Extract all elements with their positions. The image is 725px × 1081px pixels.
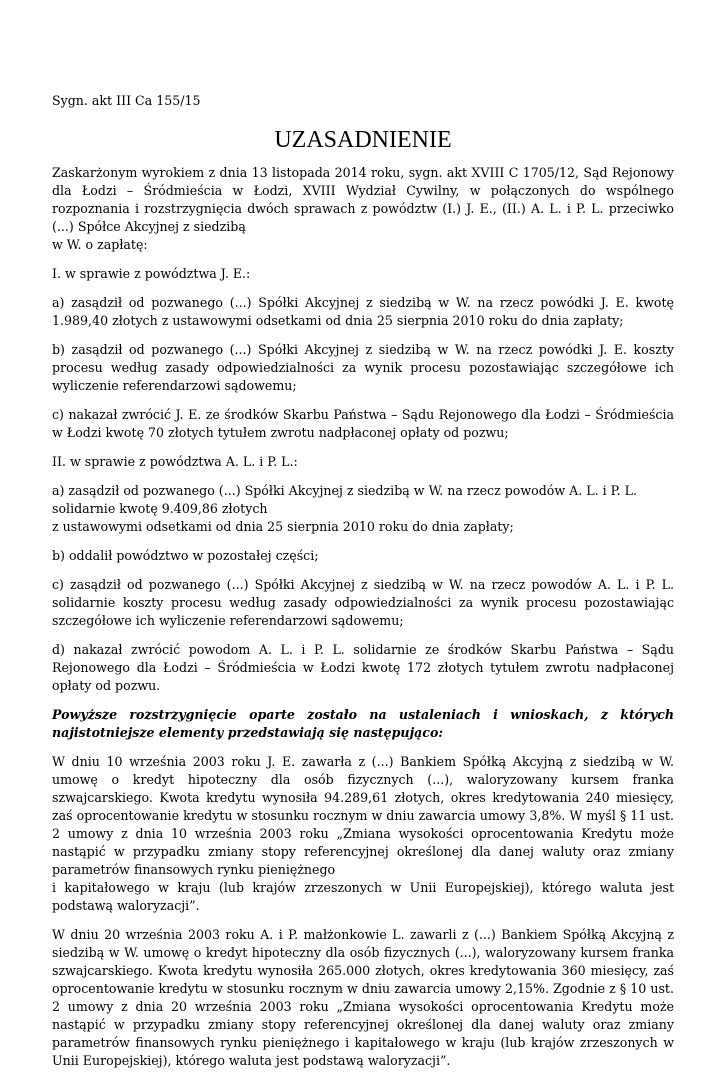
fact-1-text-continuation: i kapitałowego w kraju (lub krajów zrzeszonych w Unii Europejskiej), którego waluta jest podstawą waloryzacji”. [52, 880, 674, 913]
section-2-item-b: b) oddalił powództwo w pozostałej części; [52, 548, 319, 563]
section-1-heading: I. w sprawie z powództwa J. E.: [52, 266, 251, 281]
fact-1-text: W dniu 10 września 2003 roku J. E. zawarła z (...) Bankiem Spółką Akcyjną z siedzibą w W. umowę o kredyt hipoteczny dla osób fizycznych (...), waloryzowany kursem franka szwajcarskiego. Kwota kredytu wynosiła 94.289,61 złotych, okres kredytowania 240 miesięcy, zaś oprocentowanie kredytu w stosunku rocznym w dniu zawarcia umowy 3,8%. W myśl § 11 ust. 2 umowy z dnia 10 września 2003 roku „Zmiana wysokości oprocentowania Kredytu może nastąpić w przypadku zmiany stopy referencyjnej określonej dla danej waluty oraz zmiany parametrów finansowych rynku pieniężnego [52, 754, 674, 877]
section-2-item-a-line1: a) zasądził od pozwanego (...) Spółki Akcyjnej z siedzibą w W. na rzecz powodów A. L. i P. L. solidarnie kwotę 9.409,86 złotych [52, 483, 637, 516]
section-2-item-c: c) zasądził od pozwanego (...) Spółki Akcyjnej z siedzibą w W. na rzecz powodów A. L. i P. L. solidarnie koszty procesu według zasady odpowiedzialności za wynik procesu pozostawiając szczegółowe ich wyliczenie referendarzowi sądowemu; [52, 577, 674, 628]
intro-paragraph [52, 164, 674, 254]
section-1-item-c: c) nakazał zwrócić J. E. ze środków Skarbu Państwa – Sądu Rejonowego dla Łodzi – Śródmieścia w Łodzi kwotę 70 złotych tytułem zwrotu nadpłaconej opłaty od pozwu; [52, 407, 674, 440]
fact-paragraph-1 [52, 753, 674, 915]
section-2-heading: II. w sprawie z powództwa A. L. i P. L.: [52, 454, 298, 469]
section-2-item-a-line2: z ustawowymi odsetkami od dnia 25 sierpnia 2010 roku do dnia zapłaty; [52, 519, 514, 534]
document-title: UZASADNIENIE [274, 127, 452, 153]
case-number: Sygn. akt III Ca 155/15 [52, 93, 201, 108]
fact-paragraph-2: W dniu 20 września 2003 roku A. i P. małżonkowie L. zawarli z (...) Bankiem Spółką Akcyjną z siedzibą w W. umowę o kredyt hipoteczny dla osób fizycznych (...), waloryzowany kursem franka szwajcarskiego. Kwota kredytu wynosiła 265.000 złotych, okres kredytowania 360 miesięcy, zaś oprocentowanie kredytu w stosunku rocznym w dniu zawarcia umowy 2,15%. Zgodnie z § 10 ust. 2 umowy z dnia 20 września 2003 roku „Zmiana wysokości oprocentowania Kredytu może nastąpić w przypadku zmiany stopy referencyjnej określonej dla danej waluty oraz zmiany parametrów finansowych rynku pieniężnego i kapitałowego w kraju (lub krajów zrzeszonych w Unii Europejskiej), którego waluta jest podstawą waloryzacji”. [52, 927, 674, 1068]
section-1-item-b: b) zasądził od pozwanego (...) Spółki Akcyjnej z siedzibą w W. na rzecz powódki J. E. koszty procesu według zasady odpowiedzialności za wynik procesu pozostawiając szczegółowe ich wyliczenie referendarzowi sądowemu; [52, 342, 674, 393]
section-2-item-a [52, 482, 674, 536]
section-2-item-d: d) nakazał zwrócić powodom A. L. i P. L. solidarnie ze środków Skarbu Państwa – Sądu Rejonowego dla Łodzi – Śródmieścia w Łodzi kwotę 172 złotych tytułem zwrotu nadpłaconej opłaty od pozwu. [52, 642, 674, 693]
intro-text-line2: w W. o zapłatę: [52, 237, 148, 252]
section-1-item-a: a) zasądził od pozwanego (...) Spółki Akcyjnej z siedzibą w W. na rzecz powódki J. E. kwotę 1.989,40 złotych z ustawowymi odsetkami od dnia 25 sierpnia 2010 roku do dnia zapłaty; [52, 295, 674, 328]
document-page [52, 92, 674, 1081]
intro-text: Zaskarżonym wyrokiem z dnia 13 listopada 2014 roku, sygn. akt XVIII C 1705/12, Sąd Rejonowy dla Łodzi – Śródmieścia w Łodzi, XVIII Wydział Cywilny, w połączonych do wspólnego rozpoznania i rozstrzygnięcia dwóch sprawach z powództw (I.) J. E., (II.) A. L. i P. L. przeciwko (...) Spółce Akcyjnej z siedzibą [52, 165, 674, 234]
lead-statement: Powyższe rozstrzygnięcie oparte zostało na ustaleniach i wnioskach, z których najistotniejsze elementy przedstawiają się następująco: [52, 707, 674, 740]
